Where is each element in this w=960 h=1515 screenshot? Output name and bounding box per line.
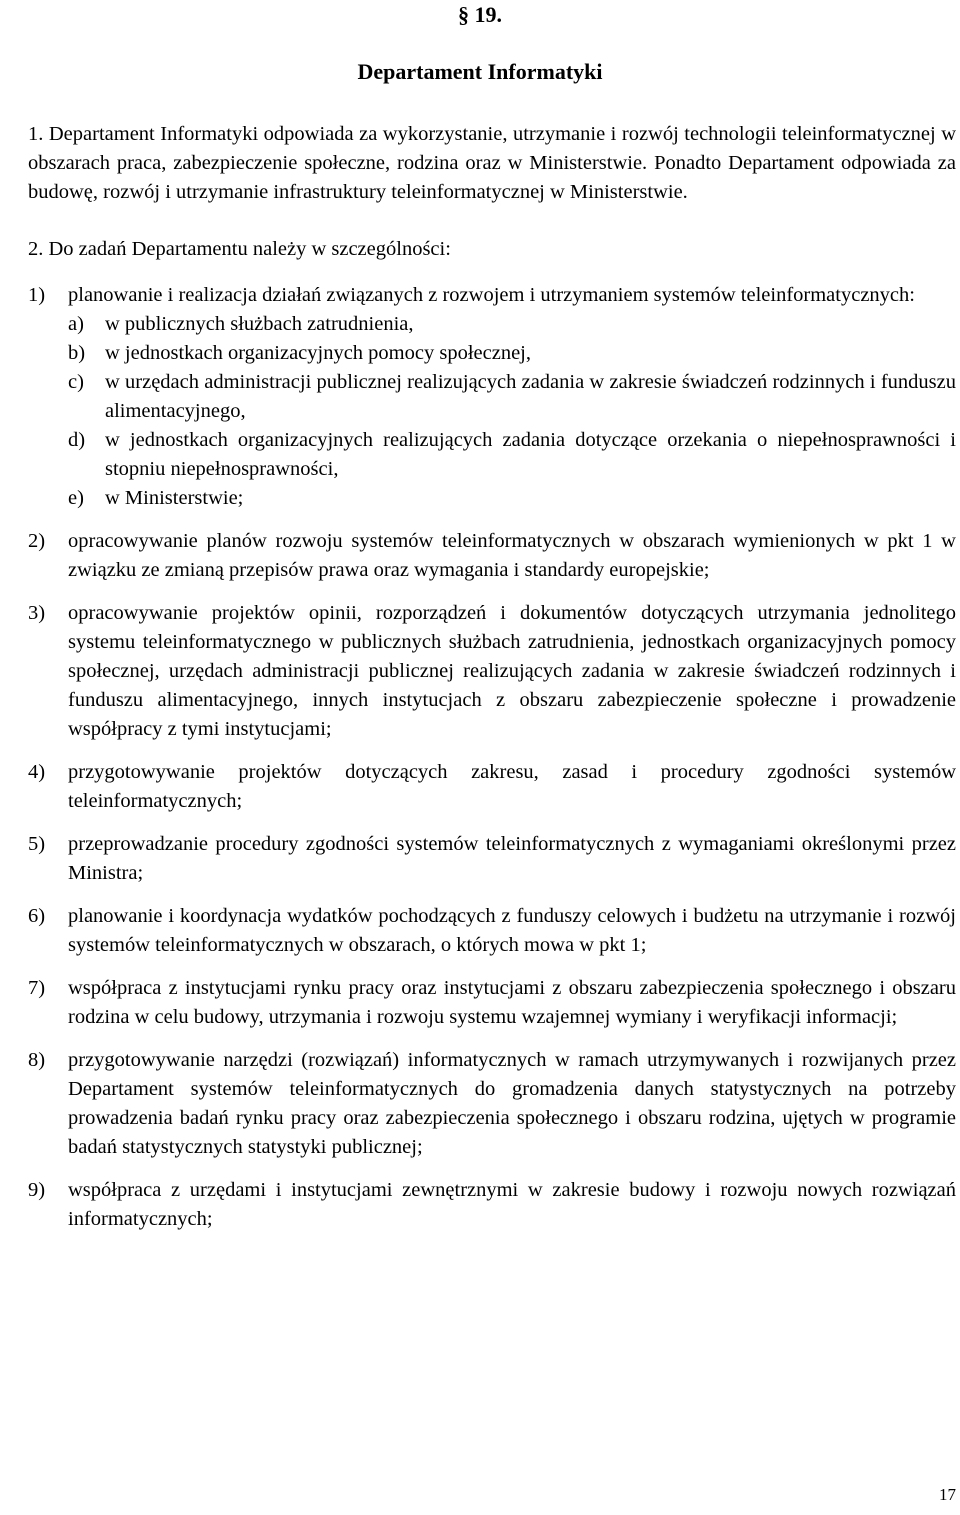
sub-list-item	[28, 368, 956, 426]
item-number: 5)	[28, 833, 46, 855]
list-item	[28, 902, 956, 960]
list-item	[28, 758, 956, 816]
list-item	[28, 281, 956, 310]
item-text: planowanie i realizacja działań związanych z rozwojem i utrzymaniem systemów teleinformatycznych:	[68, 284, 915, 306]
page-number: 17	[939, 1485, 956, 1504]
paragraph-2	[28, 235, 956, 264]
document-body	[28, 120, 956, 1234]
item-text: opracowywanie projektów opinii, rozporządzeń i dokumentów dotyczących utrzymania jednolitego systemu teleinformatycznego w publicznych służbach zatrudnienia, jednostkach organizacyjnych pomocy społecznej, urzędach administracji publicznej realizujących zadania w zakresie świadczeń rodzinnych i funduszu alimentacyjnego, innych instytucjach z obszaru zabezpieczenie społeczne i prowadzenie współpracy z tymi instytucjami;	[68, 602, 956, 740]
paragraph-number: 1.	[28, 123, 44, 145]
sub-list-item	[28, 426, 956, 484]
item-text: przygotowywanie projektów dotyczących zakresu, zasad i procedury zgodności systemów teleinformatycznych;	[68, 761, 956, 812]
paragraph-text: Do zadań Departamentu należy w szczególności:	[48, 238, 451, 260]
paragraph-text: Departament Informatyki odpowiada za wykorzystanie, utrzymanie i rozwój technologii teleinformatycznej w obszarach praca, zabezpieczenie społeczne, rodzina oraz w Ministerstwie. Ponadto Departament odpowiada za budowę, rozwój i utrzymanie infrastruktury teleinformatycznej w Ministerstwie.	[28, 123, 956, 203]
subitem-text: w Ministerstwie;	[105, 487, 244, 509]
item-number: 1)	[28, 284, 46, 306]
item-number: 4)	[28, 761, 46, 783]
list-item	[28, 974, 956, 1032]
item-number: 3)	[28, 602, 46, 624]
subitem-letter: a)	[68, 313, 84, 335]
item-number: 6)	[28, 905, 46, 927]
item-number: 2)	[28, 530, 46, 552]
page-title: Departament Informatyki	[357, 59, 603, 84]
subitem-letter: e)	[68, 487, 84, 509]
item-text: współpraca z instytucjami rynku pracy oraz instytucjami z obszaru zabezpieczenia społecznego i obszaru rodzina w celu budowy, utrzymania i rozwoju systemu wzajemnej wymiany i weryfikacji informacji;	[68, 977, 956, 1028]
item-text: przygotowywanie narzędzi (rozwiązań) informatycznych w ramach utrzymywanych i rozwijanych przez Departament systemów teleinformatycznych do gromadzenia danych statystycznych na potrzeby prowadzenia badań rynku pracy oraz zabezpieczenia społecznego i obszaru rodzina, ujętych w programie badań statystycznych statystyki publicznej;	[68, 1049, 956, 1158]
subitem-text: w publicznych służbach zatrudnienia,	[105, 313, 414, 335]
subitem-letter: c)	[68, 371, 84, 393]
item-text: współpraca z urzędami i instytucjami zewnętrznymi w zakresie budowy i rozwoju nowych rozwiązań informatycznych;	[68, 1179, 956, 1230]
sub-list-item	[28, 484, 956, 513]
list-item	[28, 1176, 956, 1234]
list-item	[28, 830, 956, 888]
item-number: 7)	[28, 977, 46, 999]
list-item	[28, 599, 956, 744]
item-text: opracowywanie planów rozwoju systemów teleinformatycznych w obszarach wymienionych w pkt 1 w związku ze zmianą przepisów prawa oraz wymagania i standardy europejskie;	[68, 530, 956, 581]
list-item	[28, 527, 956, 585]
paragraph-number: 2.	[28, 238, 44, 260]
subitem-text: w urzędach administracji publicznej realizujących zadania w zakresie świadczeń rodzinnych i funduszu alimentacyjnego,	[105, 371, 956, 422]
item-number: 8)	[28, 1049, 46, 1071]
list-item	[28, 1046, 956, 1162]
sub-list-item	[28, 339, 956, 368]
subitem-letter: b)	[68, 342, 86, 364]
subitem-text: w jednostkach organizacyjnych realizujących zadania dotyczące orzekania o niepełnosprawności i stopniu niepełnosprawności,	[105, 429, 956, 480]
item-text: przeprowadzanie procedury zgodności systemów teleinformatycznych z wymaganiami określonymi przez Ministra;	[68, 833, 956, 884]
item-number: 9)	[28, 1179, 46, 1201]
paragraph-1	[28, 120, 956, 207]
subitem-letter: d)	[68, 429, 86, 451]
sub-list-item	[28, 310, 956, 339]
subitem-text: w jednostkach organizacyjnych pomocy społecznej,	[105, 342, 531, 364]
item-text: planowanie i koordynacja wydatków pochodzących z funduszy celowych i budżetu na utrzymanie i rozwój systemów teleinformatycznych w obszarach, o których mowa w pkt 1;	[68, 905, 956, 956]
section-number: § 19.	[458, 2, 502, 27]
